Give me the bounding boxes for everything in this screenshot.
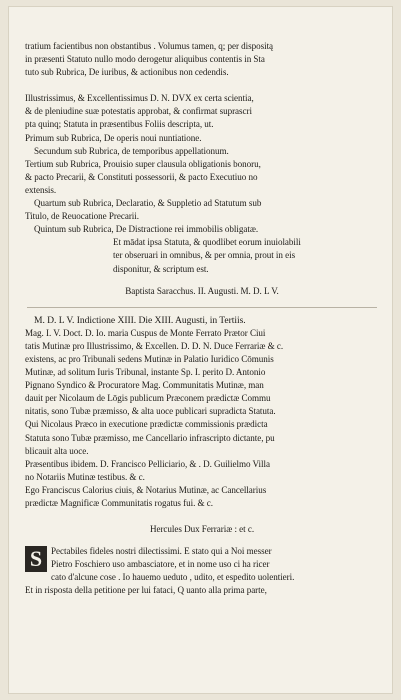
text-line: tatis Mutinæ pro Illustrissimo, & Excellen. D. D. N. Duce Ferrariæ & c. bbox=[25, 340, 284, 351]
text-line: M. D. L V. Indictione XIII. Die XIII. Augusti, in Tertiis. bbox=[34, 314, 246, 326]
paragraph-opening bbox=[25, 40, 379, 79]
text-line: Pietro Foschiero uso ambasciatore, et in nome uso ci ha ricer bbox=[51, 559, 270, 570]
text-line: existens, ac pro Tribunali sedens Mutinæ in Palatio Iuridico Cōmunis bbox=[25, 353, 274, 364]
text-line: Mutinæ, ad solitum Iuris Tribunal, instante Sp. I. perito D. Antonio bbox=[25, 367, 266, 378]
text-line: no Notariis Mutinæ testibus. & c. bbox=[25, 471, 145, 482]
document-body bbox=[25, 40, 379, 598]
text-line: Ego Franciscus Calorius ciuis, & Notarius Mutinæ, ac Cancellarius bbox=[25, 484, 267, 495]
text-line: Quartum sub Rubrica, Declaratio, & Suppletio ad Statutum sub bbox=[34, 198, 262, 209]
text-line: & pacto Precarii, & Constituti possessorii, & pacto Executiuo no bbox=[25, 171, 258, 182]
text-line: Pectabiles fideles nostri dilectissimi. E stato qui a Noi messer bbox=[51, 546, 272, 557]
text-line: dauit per Nicolaum de Lōgis publicum Præconem prædictæ Commu bbox=[25, 393, 271, 404]
section-heading: Hercules Dux Ferrariæ : et c. bbox=[149, 524, 255, 535]
text-line: Et in risposta della petitione per lui fataci, Q uanto alla prima parte, bbox=[25, 585, 267, 596]
text-line: Illustrissimus, & Excellentissimus D. N. DVX ex certa scientia, bbox=[25, 93, 254, 104]
document-page bbox=[8, 6, 393, 694]
text-line: nitatis, sono Tubæ præmisso, & alta uoce publicari supradicta Statuta. bbox=[25, 406, 276, 417]
text-line: Et mādat ipsa Statuta, & quodlibet eorum inuiolabili bbox=[113, 237, 301, 248]
text-line: tratium facientibus non obstantibus . Volumus tamen, q; per dispositą bbox=[25, 41, 274, 51]
text-line: tuto sub Rubrica, De iuribus, & actionibus non cedendis. bbox=[25, 67, 229, 78]
paragraph-approval bbox=[25, 92, 379, 275]
text-line: extensis. bbox=[25, 184, 57, 195]
drop-cap: S bbox=[25, 546, 47, 572]
text-line: in præsenti Statuto nullo modo derogetur aliquibus contentis in Sta bbox=[25, 54, 265, 65]
paragraph-proclamation bbox=[25, 314, 379, 510]
text-line: cato d'alcune cose . Io hauemo ueduto , udito, et espedito uolentieri. bbox=[51, 572, 295, 583]
text-line: Secundum sub Rubrica, de temporibus appellationum. bbox=[34, 145, 229, 156]
text-line: Præsentibus ibidem. D. Francisco Pelliciario, & . D. Guilielmo Villa bbox=[25, 458, 270, 469]
text-line: Primum sub Rubrica, De operis noui nuntiatione. bbox=[25, 132, 202, 143]
text-line: prædictæ Magnificæ Communitatis rogatus fui. & c. bbox=[25, 498, 213, 508]
text-line: Titulo, de Reuocatione Precarii. bbox=[25, 211, 139, 222]
paragraph-letter bbox=[25, 545, 379, 597]
text-line: pta quinq; Statuta in præsentibus Foliis descripta, ut. bbox=[25, 119, 214, 130]
text-line: Pignano Syndico & Procuratore Mag. Communitatis Mutinæ, man bbox=[25, 380, 264, 391]
text-line: & de pleniudine suæ potestatis approbat, & confirmat suprascri bbox=[25, 106, 252, 117]
text-line: blicauit alta uoce. bbox=[25, 445, 89, 456]
text-line: Qui Nicolaus Præco in executione prædictæ commissionis prædicta bbox=[25, 419, 268, 430]
text-line: Mag. I. V. Doct. D. Io. maria Cuspus de Monte Ferrato Prætor Ciui bbox=[25, 327, 266, 338]
text-line: ter obseruari in omnibus, & per omnia, prout in eis bbox=[113, 250, 296, 261]
text-line: Quintum sub Rubrica, De Distractione rei immobilis obligatæ. bbox=[34, 224, 259, 235]
text-line: Tertium sub Rubrica, Prouisio super clausula obligationis bonoru, bbox=[25, 158, 261, 169]
text-line: disponitur, & scriptum est. bbox=[113, 263, 209, 274]
text-line: Statuta sono Tubæ præmisso, me Cancellario infrascripto dictante, pu bbox=[25, 432, 275, 443]
signature-line: Baptista Saracchus. II. Augusti. M. D. L V. bbox=[125, 285, 279, 296]
